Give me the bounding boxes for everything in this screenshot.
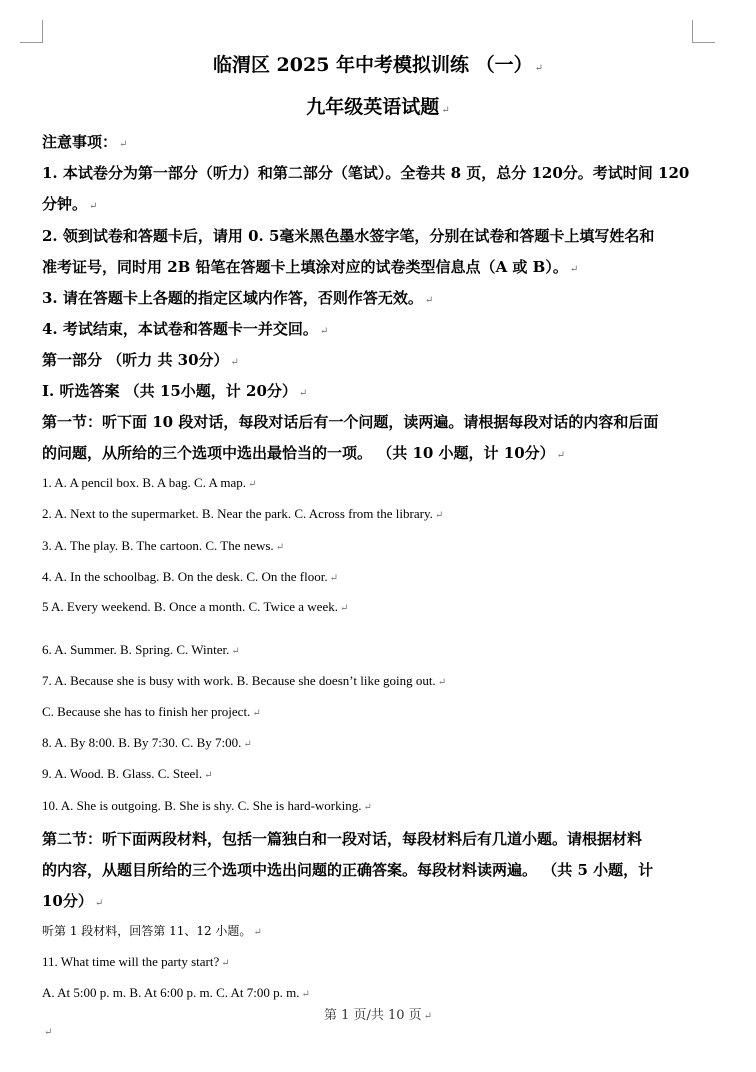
question-10: 10. A. She is outgoing. B. She is shy. C. She is hard-working. ↵ [42, 798, 372, 813]
section1-instructions-line-2: 的问题，从所给的三个选项中选出最恰当的一项。 （共 10 小题，计 10分） ↵ [42, 444, 566, 462]
question-4: 4. A. In the schoolbag. B. On the desk. C. On the floor. ↵ [42, 569, 338, 584]
exam-title: 临渭区 2025 年中考模拟训练 （一） ↵ [212, 54, 544, 76]
question-2: 2. A. Next to the supermarket. B. Near the park. C. Across from the library. ↵ [42, 506, 444, 521]
question-1: 1. A. A pencil box. B. A bag. C. A map. ↵ [42, 475, 257, 490]
trailing-paragraph-mark: ↵ [44, 1027, 53, 1038]
section-i-heading: I. 听选答案 （共 15小题，计 20分） ↵ [42, 382, 308, 400]
note-2-line-1: 2. 领到试卷和答题卡后，请用 0. 5毫米黑色墨水签字笔，分别在试卷和答题卡上填写姓名和 [42, 227, 655, 245]
note-1-line-1: 1. 本试卷分为第一部分（听力）和第二部分（笔试）。全卷共 8 页，总分 120分。考试时间 120 [42, 164, 690, 182]
note-4: 4. 考试结束，本试卷和答题卡一并交回。 ↵ [42, 320, 329, 338]
note-2-line-2: 准考证号，同时用 2B 铅笔在答题卡上填涂对应的试卷类型信息点（A 或 B）。 ↵ [42, 258, 579, 276]
material-1-intro: 听第 1 段材料，回答第 11、12 小题。 ↵ [42, 924, 262, 938]
notes-heading: 注意事项： ↵ [42, 133, 128, 151]
question-11-options: A. At 5:00 p. m. B. At 6:00 p. m. C. At 7:00 p. m. ↵ [42, 985, 310, 1000]
note-3: 3. 请在答题卡上各题的指定区域内作答，否则作答无效。 ↵ [42, 289, 434, 307]
section2-instructions-line-3: 10分） ↵ [42, 892, 104, 910]
section1-instructions-line-1: 第一节：听下面 10 段对话，每段对话后有一个问题，读两遍。请根据每段对话的内容和后面 [42, 413, 659, 431]
note-1-line-2: 分钟。 ↵ [42, 195, 98, 213]
section2-instructions-line-1: 第二节：听下面两段材料，包括一篇独白和一段对话，每段材料后有几道小题。请根据材料 [42, 830, 643, 848]
exam-subtitle: 九年级英语试题 ↵ [306, 96, 450, 118]
question-11: 11. What time will the party start? ↵ [42, 954, 230, 969]
part1-heading: 第一部分 （听力 共 30分） ↵ [42, 351, 239, 369]
question-7: 7. A. Because she is busy with work. B. Because she doesn’t like going out. ↵ [42, 673, 447, 688]
crop-mark-top-right [692, 20, 715, 43]
question-6: 6. A. Summer. B. Spring. C. Winter. ↵ [42, 642, 240, 657]
crop-mark-top-left [20, 20, 43, 43]
question-9: 9. A. Wood. B. Glass. C. Steel. ↵ [42, 766, 213, 781]
page-footer: 第 1 页/共 10 页 ↵ [323, 1008, 433, 1023]
question-5: 5 A. Every weekend. B. Once a month. C. Twice a week. ↵ [42, 599, 349, 614]
question-3: 3. A. The play. B. The cartoon. C. The news. ↵ [42, 538, 285, 553]
question-8: 8. A. By 8:00. B. By 7:30. C. By 7:00. ↵ [42, 735, 252, 750]
question-7-option-c: C. Because she has to finish her project. ↵ [42, 704, 261, 719]
section2-instructions-line-2: 的内容，从题目所给的三个选项中选出问题的正确答案。每段材料读两遍。 （共 5 小题，计 [42, 861, 654, 879]
